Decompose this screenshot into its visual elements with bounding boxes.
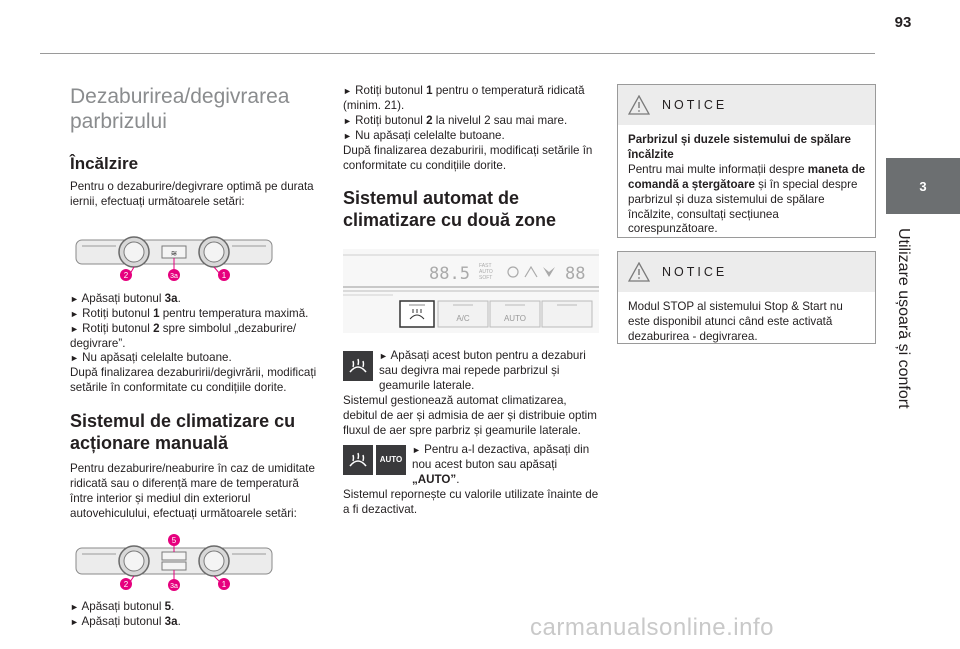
notice-text: Modul STOP al sistemului Stop & Start nu este disponibil atunci când este activată dezaburirea - degivrarea. [628,300,843,343]
heading-manual-ac: Sistemul de climatizare cu acționare manuală [70,411,296,454]
step-item: ► Rotiți butonul 2 la nivelul 2 sau mai mare. [343,113,568,127]
notice-box-2 [617,251,876,344]
step-item: ► Apăsați acest buton pentru a dezaburi sau degivra mai repede parbrizul și geamurile laterale. [379,349,586,393]
auto-button-label: AUTO [503,314,527,324]
badge-1-label: 1 [221,579,227,589]
column-1 [70,84,325,630]
badge-1 [218,269,230,281]
badge-3a-label: 3a [170,272,178,280]
chapter-tab[interactable]: 3 [886,158,960,214]
notice-label: NOTICE [662,265,728,279]
notice-box-1 [617,84,876,238]
badge-2-label: 2 [123,270,129,280]
svg-text:≋: ≋ [170,248,178,258]
heater-panel-illustration [74,224,274,282]
badge-3a-label: 3a [170,582,178,590]
auto-ac-panel-illustration [343,249,599,333]
badge-3a [168,269,180,281]
paragraph: După finalizarea dezaburirii/degivrării, modificați setările în conformitate cu condițiile dorite. [70,366,317,395]
steps-list-3 [343,84,599,144]
badge-1-label: 1 [221,270,227,280]
warning-icon [628,95,650,115]
step-item: ► Nu apăsați celelalte butoane. [70,351,232,365]
badge-5 [168,534,180,546]
steps-list-2 [70,600,325,630]
step-item: ► Pentru a-l dezactiva, apăsați din nou acest buton sau apăsați „AUTO”. [412,442,590,486]
heading-auto-ac: Sistemul automat de climatizare cu două zone [343,188,557,231]
manual-ac-panel-illustration [74,534,274,592]
top-rule [40,53,875,54]
notice-body [618,292,875,353]
intro-paragraph: Pentru o dezaburire/degivrare optimă pe durata iernii, efectuați următoarele setări: [70,180,314,208]
step-item: ► Apăsați butonul 3a. [70,614,181,628]
step-item: ► Rotiți butonul 1 pentru o temperatură ridicată (minim. 21). [343,84,585,112]
notice-header [618,252,875,292]
paragraph: Pentru dezaburire/neaburire în caz de umiditate ridicată sau o diferență mare de temperatură între interior și mediul din exteriorul autovehiculului, efectuați următoarele setări: [70,462,315,520]
defrost-step [343,349,599,394]
paragraph: După finalizarea dezaburirii, modificați setările în conformitate cu condițiile dorite. [343,143,593,172]
step-item: ► Nu apăsați celelalte butoane. [343,128,505,142]
notice-text: Pentru mai multe informații despre maneta de comandă a ștergătoare și în special despre parbrizul și duza sistemului de spălare încălzite, consultați secțiunea corespunzătoare. [628,162,866,236]
steps-list-1 [70,292,325,367]
badge-2 [120,269,132,281]
badge-2-label: 2 [123,579,129,589]
notice-title: Parbrizul și duzele sistemului de spălare încălzite [628,133,851,161]
notice-body [618,125,875,245]
badge-5-label: 5 [171,535,177,545]
auto-icon: AUTO [376,445,406,475]
deactivate-step [343,443,599,488]
page-number: 93 [894,14,912,31]
windscreen-defrost-icon [343,445,373,475]
step-item: ► Rotiți butonul 1 pentru temperatura maximă. [70,306,309,320]
notice-header [618,85,875,125]
badge-1 [218,578,230,590]
badge-3a [168,579,180,591]
step-item: ► Rotiți butonul 2 spre simbolul „dezaburire/ degivrare”. [70,321,297,350]
section-heading: Dezaburirea/degivrarea parbrizului [70,85,290,133]
paragraph: Sistemul repornește cu valorile utilizate înainte de a fi dezactivat. [343,487,599,516]
display-auto: AUTO [479,269,493,276]
badge-2 [120,578,132,590]
notice-label: NOTICE [662,98,728,112]
step-item: ► Apăsați butonul 3a. [70,291,181,305]
display-temp-right: 88 [565,264,586,285]
chapter-title: Utilizare ușoară și confort [895,228,912,409]
step-item: ► Apăsați butonul 5. [70,599,175,613]
display-temp-left: 88.5 [429,264,470,285]
column-2 [343,84,599,517]
windscreen-defrost-icon [343,351,373,381]
warning-icon [628,262,650,282]
paragraph: Sistemul gestionează automat climatizarea, debitul de aer și admisia de aer și distribuie optim fluxul de aer spre parbriz și geamurile laterale. [343,394,597,437]
display-soft: SOFT [479,275,493,282]
display-fast: FAST [479,263,492,270]
watermark: carmanualsonline.info [530,614,774,641]
heading-incalzire: Încălzire [70,154,139,173]
ac-button-label: A/C [456,314,470,324]
